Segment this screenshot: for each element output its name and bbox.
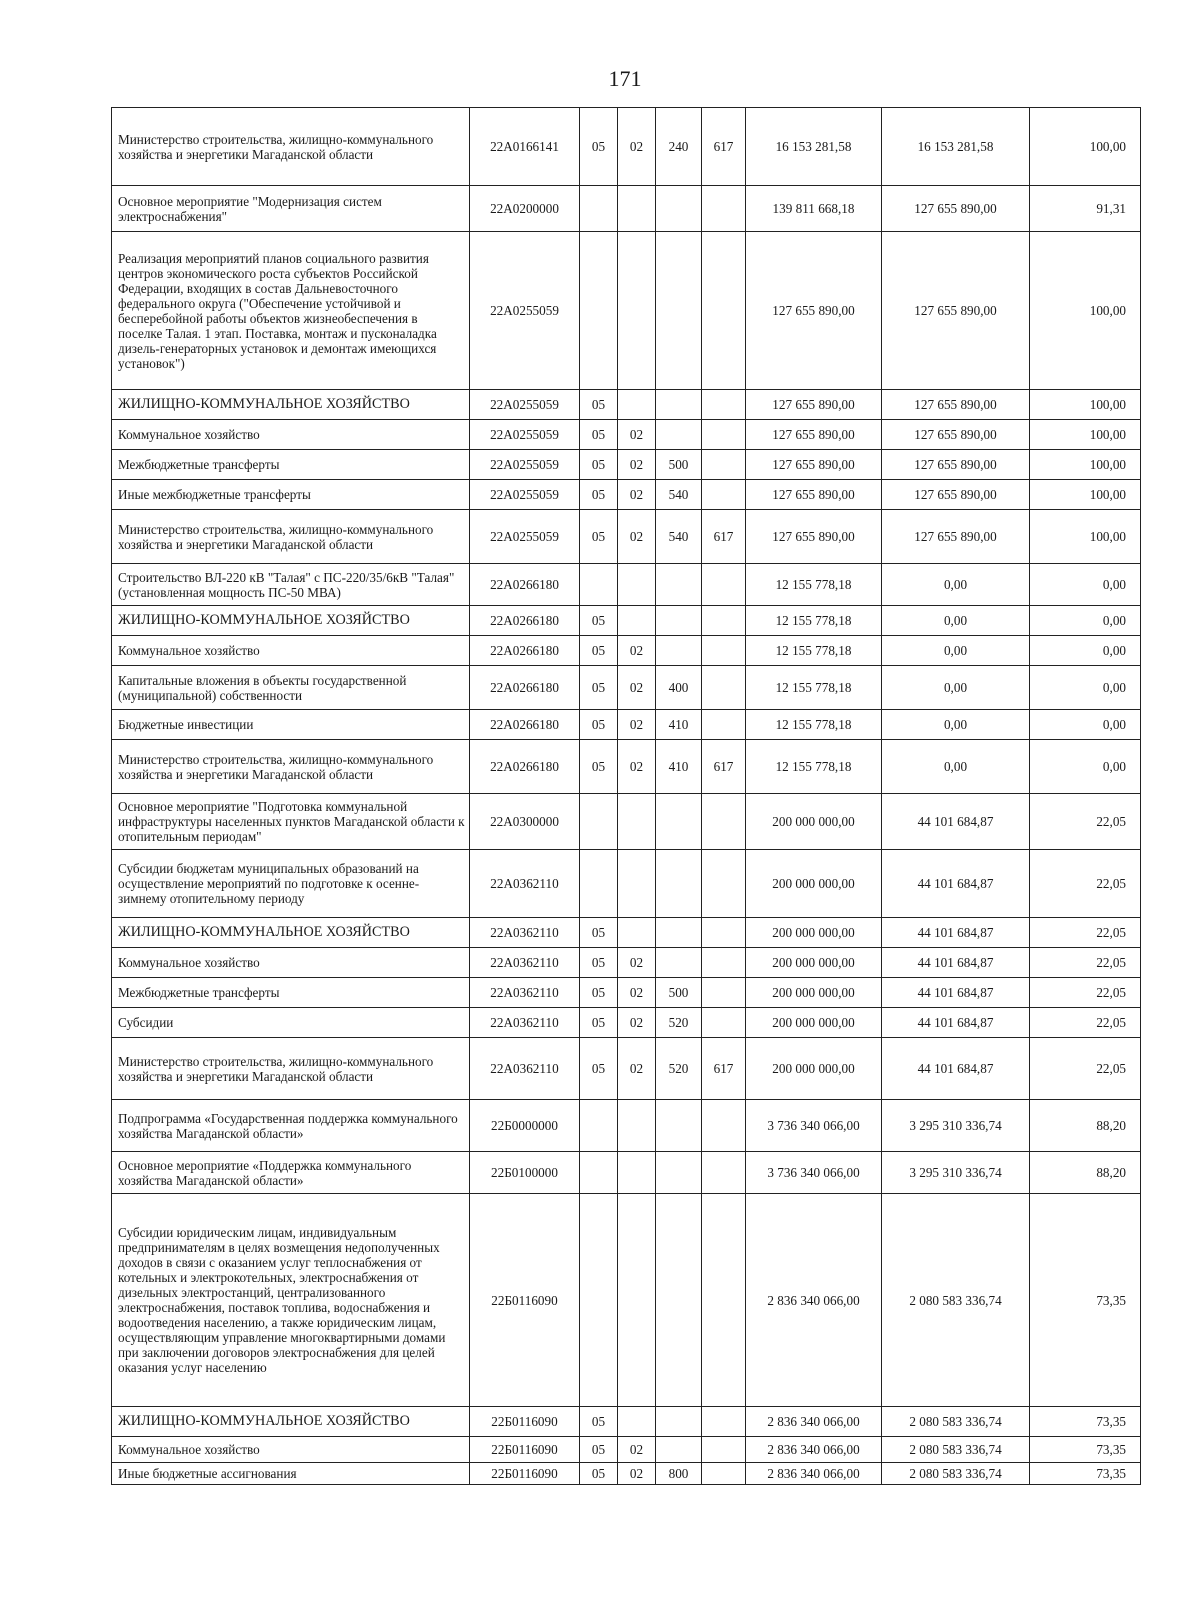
planned-amount-cell: 200 000 000,00 — [746, 978, 882, 1008]
section-cell: 05 — [580, 666, 618, 710]
row-name-cell: ЖИЛИЩНО-КОММУНАЛЬНОЕ ХОЗЯЙСТВО — [112, 1407, 470, 1437]
table-row — [112, 1437, 1141, 1463]
table-row — [112, 1038, 1141, 1100]
expense-type-cell — [656, 794, 702, 850]
subsection-cell: 02 — [618, 740, 656, 794]
executed-amount-cell: 44 101 684,87 — [882, 1038, 1030, 1100]
execution-percent-cell: 0,00 — [1030, 666, 1141, 710]
table-row — [112, 1407, 1141, 1437]
target-article-cell: 22Б0116090 — [470, 1437, 580, 1463]
execution-percent-cell: 91,31 — [1030, 186, 1141, 232]
executed-amount-cell: 44 101 684,87 — [882, 1008, 1030, 1038]
table-row — [112, 1008, 1141, 1038]
main-manager-cell — [702, 794, 746, 850]
execution-percent-cell: 0,00 — [1030, 740, 1141, 794]
planned-amount-cell: 3 736 340 066,00 — [746, 1152, 882, 1194]
subsection-cell: 02 — [618, 666, 656, 710]
section-cell: 05 — [580, 510, 618, 564]
planned-amount-cell: 16 153 281,58 — [746, 108, 882, 186]
target-article-cell: 22Б0116090 — [470, 1407, 580, 1437]
section-cell: 05 — [580, 450, 618, 480]
section-cell: 05 — [580, 480, 618, 510]
execution-percent-cell: 0,00 — [1030, 636, 1141, 666]
main-manager-cell: 617 — [702, 108, 746, 186]
main-manager-cell: 617 — [702, 510, 746, 564]
main-manager-cell — [702, 710, 746, 740]
main-manager-cell — [702, 232, 746, 390]
row-name-cell: Министерство строительства, жилищно-коммунального хозяйства и энергетики Магаданской области — [112, 108, 470, 186]
row-name-cell: ЖИЛИЩНО-КОММУНАЛЬНОЕ ХОЗЯЙСТВО — [112, 390, 470, 420]
subsection-cell — [618, 564, 656, 606]
subsection-cell — [618, 1100, 656, 1152]
execution-percent-cell: 100,00 — [1030, 390, 1141, 420]
row-name-cell: Субсидии юридическим лицам, индивидуальным предпринимателям в целях возмещения недополученных доходов в связи с оказанием услуг теплоснабжения от котельных и электрокотельных, электроснабжения от дизельных электростанций, централизованного электроснабжения, поставок топлива, водоснабжения и водоотведения населению, а также юридическим лицам, осуществляющим управление многоквартирными домами при заключении договоров электроснабжения для целей оказания услуг населению — [112, 1194, 470, 1407]
subsection-cell: 02 — [618, 510, 656, 564]
main-manager-cell — [702, 978, 746, 1008]
main-manager-cell — [702, 186, 746, 232]
subsection-cell: 02 — [618, 710, 656, 740]
planned-amount-cell: 2 836 340 066,00 — [746, 1407, 882, 1437]
subsection-cell: 02 — [618, 450, 656, 480]
row-name-cell: ЖИЛИЩНО-КОММУНАЛЬНОЕ ХОЗЯЙСТВО — [112, 606, 470, 636]
main-manager-cell: 617 — [702, 740, 746, 794]
execution-percent-cell: 73,35 — [1030, 1437, 1141, 1463]
executed-amount-cell: 127 655 890,00 — [882, 480, 1030, 510]
execution-percent-cell: 88,20 — [1030, 1100, 1141, 1152]
target-article-cell: 22А0266180 — [470, 564, 580, 606]
row-name-cell: Министерство строительства, жилищно-коммунального хозяйства и энергетики Магаданской области — [112, 740, 470, 794]
executed-amount-cell: 16 153 281,58 — [882, 108, 1030, 186]
subsection-cell: 02 — [618, 1008, 656, 1038]
table-row — [112, 564, 1141, 606]
execution-percent-cell: 22,05 — [1030, 794, 1141, 850]
row-name-cell: Коммунальное хозяйство — [112, 948, 470, 978]
main-manager-cell — [702, 1407, 746, 1437]
executed-amount-cell: 127 655 890,00 — [882, 450, 1030, 480]
main-manager-cell — [702, 1437, 746, 1463]
planned-amount-cell: 2 836 340 066,00 — [746, 1437, 882, 1463]
executed-amount-cell: 127 655 890,00 — [882, 232, 1030, 390]
executed-amount-cell: 127 655 890,00 — [882, 420, 1030, 450]
executed-amount-cell: 44 101 684,87 — [882, 850, 1030, 918]
budget-execution-table — [111, 107, 1141, 1485]
expense-type-cell — [656, 186, 702, 232]
target-article-cell: 22А0362110 — [470, 850, 580, 918]
target-article-cell: 22А0255059 — [470, 420, 580, 450]
executed-amount-cell: 44 101 684,87 — [882, 948, 1030, 978]
section-cell: 05 — [580, 1463, 618, 1485]
expense-type-cell — [656, 850, 702, 918]
row-name-cell: Основное мероприятие "Подготовка коммунальной инфраструктуры населенных пунктов Магаданской области к отопительным периодам" — [112, 794, 470, 850]
subsection-cell — [618, 232, 656, 390]
executed-amount-cell: 2 080 583 336,74 — [882, 1407, 1030, 1437]
section-cell — [580, 1152, 618, 1194]
expense-type-cell — [656, 948, 702, 978]
expense-type-cell: 500 — [656, 978, 702, 1008]
main-manager-cell — [702, 564, 746, 606]
executed-amount-cell: 44 101 684,87 — [882, 794, 1030, 850]
table-row — [112, 1152, 1141, 1194]
target-article-cell: 22А0266180 — [470, 740, 580, 794]
main-manager-cell — [702, 918, 746, 948]
planned-amount-cell: 2 836 340 066,00 — [746, 1194, 882, 1407]
target-article-cell: 22А0300000 — [470, 794, 580, 850]
table-row — [112, 450, 1141, 480]
expense-type-cell: 520 — [656, 1038, 702, 1100]
execution-percent-cell: 100,00 — [1030, 108, 1141, 186]
planned-amount-cell: 12 155 778,18 — [746, 636, 882, 666]
row-name-cell: Межбюджетные трансферты — [112, 978, 470, 1008]
subsection-cell: 02 — [618, 480, 656, 510]
subsection-cell: 02 — [618, 1038, 656, 1100]
section-cell — [580, 850, 618, 918]
planned-amount-cell: 200 000 000,00 — [746, 1038, 882, 1100]
execution-percent-cell: 73,35 — [1030, 1463, 1141, 1485]
expense-type-cell: 540 — [656, 510, 702, 564]
planned-amount-cell: 12 155 778,18 — [746, 564, 882, 606]
target-article-cell: 22А0362110 — [470, 918, 580, 948]
execution-percent-cell: 0,00 — [1030, 710, 1141, 740]
table-row — [112, 1194, 1141, 1407]
table-row — [112, 420, 1141, 450]
target-article-cell: 22Б0000000 — [470, 1100, 580, 1152]
expense-type-cell: 410 — [656, 710, 702, 740]
main-manager-cell: 617 — [702, 1038, 746, 1100]
section-cell: 05 — [580, 1038, 618, 1100]
row-name-cell: Межбюджетные трансферты — [112, 450, 470, 480]
expense-type-cell: 410 — [656, 740, 702, 794]
page-number: 171 — [608, 66, 642, 91]
subsection-cell: 02 — [618, 1463, 656, 1485]
expense-type-cell — [656, 420, 702, 450]
main-manager-cell — [702, 450, 746, 480]
target-article-cell: 22А0362110 — [470, 948, 580, 978]
row-name-cell: Строительство ВЛ-220 кВ "Талая" с ПС-220/35/6кВ "Талая" (установленная мощность ПС-50 МВА) — [112, 564, 470, 606]
expense-type-cell: 520 — [656, 1008, 702, 1038]
subsection-cell: 02 — [618, 978, 656, 1008]
planned-amount-cell: 127 655 890,00 — [746, 450, 882, 480]
expense-type-cell — [656, 606, 702, 636]
section-cell: 05 — [580, 390, 618, 420]
section-cell — [580, 186, 618, 232]
expense-type-cell — [656, 1437, 702, 1463]
main-manager-cell — [702, 480, 746, 510]
target-article-cell: 22А0266180 — [470, 710, 580, 740]
row-name-cell: Субсидии бюджетам муниципальных образований на осуществление мероприятий по подготовке к осенне-зимнему отопительному периоду — [112, 850, 470, 918]
target-article-cell: 22А0255059 — [470, 510, 580, 564]
main-manager-cell — [702, 666, 746, 710]
executed-amount-cell: 3 295 310 336,74 — [882, 1100, 1030, 1152]
expense-type-cell — [656, 390, 702, 420]
planned-amount-cell: 127 655 890,00 — [746, 480, 882, 510]
row-name-cell: Капитальные вложения в объекты государственной (муниципальной) собственности — [112, 666, 470, 710]
target-article-cell: 22А0266180 — [470, 636, 580, 666]
table-row — [112, 1463, 1141, 1485]
table-row — [112, 108, 1141, 186]
subsection-cell — [618, 606, 656, 636]
planned-amount-cell: 12 155 778,18 — [746, 740, 882, 794]
execution-percent-cell: 100,00 — [1030, 232, 1141, 390]
table-row — [112, 850, 1141, 918]
execution-percent-cell: 22,05 — [1030, 1008, 1141, 1038]
execution-percent-cell: 22,05 — [1030, 850, 1141, 918]
table-row — [112, 918, 1141, 948]
subsection-cell: 02 — [618, 1437, 656, 1463]
expense-type-cell — [656, 918, 702, 948]
row-name-cell: Иные межбюджетные трансферты — [112, 480, 470, 510]
row-name-cell: Субсидии — [112, 1008, 470, 1038]
subsection-cell — [618, 794, 656, 850]
row-name-cell: Иные бюджетные ассигнования — [112, 1463, 470, 1485]
subsection-cell — [618, 1407, 656, 1437]
execution-percent-cell: 22,05 — [1030, 948, 1141, 978]
subsection-cell: 02 — [618, 108, 656, 186]
table-row — [112, 636, 1141, 666]
table-row — [112, 794, 1141, 850]
table-row — [112, 948, 1141, 978]
section-cell: 05 — [580, 108, 618, 186]
main-manager-cell — [702, 1152, 746, 1194]
table-row — [112, 740, 1141, 794]
executed-amount-cell: 127 655 890,00 — [882, 390, 1030, 420]
subsection-cell — [618, 186, 656, 232]
planned-amount-cell: 12 155 778,18 — [746, 710, 882, 740]
row-name-cell: Коммунальное хозяйство — [112, 1437, 470, 1463]
section-cell: 05 — [580, 710, 618, 740]
row-name-cell: Бюджетные инвестиции — [112, 710, 470, 740]
section-cell — [580, 564, 618, 606]
row-name-cell: Основное мероприятие «Поддержка коммунального хозяйства Магаданской области» — [112, 1152, 470, 1194]
planned-amount-cell: 200 000 000,00 — [746, 850, 882, 918]
expense-type-cell: 540 — [656, 480, 702, 510]
section-cell — [580, 1100, 618, 1152]
expense-type-cell — [656, 564, 702, 606]
target-article-cell: 22А0255059 — [470, 232, 580, 390]
target-article-cell: 22А0255059 — [470, 480, 580, 510]
main-manager-cell — [702, 1008, 746, 1038]
planned-amount-cell: 3 736 340 066,00 — [746, 1100, 882, 1152]
planned-amount-cell: 200 000 000,00 — [746, 794, 882, 850]
expense-type-cell: 400 — [656, 666, 702, 710]
table-row — [112, 510, 1141, 564]
execution-percent-cell: 100,00 — [1030, 480, 1141, 510]
executed-amount-cell: 0,00 — [882, 740, 1030, 794]
executed-amount-cell: 0,00 — [882, 636, 1030, 666]
table-row — [112, 1100, 1141, 1152]
executed-amount-cell: 3 295 310 336,74 — [882, 1152, 1030, 1194]
main-manager-cell — [702, 1100, 746, 1152]
main-manager-cell — [702, 636, 746, 666]
table-row — [112, 978, 1141, 1008]
section-cell: 05 — [580, 1437, 618, 1463]
execution-percent-cell: 100,00 — [1030, 420, 1141, 450]
main-manager-cell — [702, 420, 746, 450]
section-cell: 05 — [580, 948, 618, 978]
table-row — [112, 232, 1141, 390]
subsection-cell — [618, 850, 656, 918]
target-article-cell: 22А0255059 — [470, 450, 580, 480]
row-name-cell: Министерство строительства, жилищно-коммунального хозяйства и энергетики Магаданской области — [112, 510, 470, 564]
row-name-cell: Коммунальное хозяйство — [112, 636, 470, 666]
target-article-cell: 22Б0116090 — [470, 1463, 580, 1485]
planned-amount-cell: 127 655 890,00 — [746, 390, 882, 420]
section-cell — [580, 794, 618, 850]
table-row — [112, 710, 1141, 740]
main-manager-cell — [702, 1194, 746, 1407]
target-article-cell: 22А0362110 — [470, 1008, 580, 1038]
section-cell: 05 — [580, 420, 618, 450]
section-cell: 05 — [580, 740, 618, 794]
execution-percent-cell: 0,00 — [1030, 606, 1141, 636]
planned-amount-cell: 2 836 340 066,00 — [746, 1463, 882, 1485]
row-name-cell: Министерство строительства, жилищно-коммунального хозяйства и энергетики Магаданской области — [112, 1038, 470, 1100]
row-name-cell: ЖИЛИЩНО-КОММУНАЛЬНОЕ ХОЗЯЙСТВО — [112, 918, 470, 948]
subsection-cell — [618, 390, 656, 420]
table-row — [112, 186, 1141, 232]
subsection-cell — [618, 1152, 656, 1194]
planned-amount-cell: 127 655 890,00 — [746, 232, 882, 390]
target-article-cell: 22А0255059 — [470, 390, 580, 420]
expense-type-cell — [656, 1100, 702, 1152]
planned-amount-cell: 200 000 000,00 — [746, 948, 882, 978]
executed-amount-cell: 0,00 — [882, 606, 1030, 636]
target-article-cell: 22А0362110 — [470, 1038, 580, 1100]
execution-percent-cell: 100,00 — [1030, 450, 1141, 480]
table-body — [112, 108, 1141, 1485]
section-cell: 05 — [580, 1407, 618, 1437]
target-article-cell: 22А0200000 — [470, 186, 580, 232]
executed-amount-cell: 127 655 890,00 — [882, 186, 1030, 232]
execution-percent-cell: 22,05 — [1030, 918, 1141, 948]
subsection-cell: 02 — [618, 948, 656, 978]
subsection-cell: 02 — [618, 420, 656, 450]
executed-amount-cell: 44 101 684,87 — [882, 918, 1030, 948]
executed-amount-cell: 2 080 583 336,74 — [882, 1437, 1030, 1463]
execution-percent-cell: 73,35 — [1030, 1407, 1141, 1437]
expense-type-cell — [656, 232, 702, 390]
main-manager-cell — [702, 948, 746, 978]
table-row — [112, 390, 1141, 420]
executed-amount-cell: 2 080 583 336,74 — [882, 1463, 1030, 1485]
expense-type-cell: 500 — [656, 450, 702, 480]
section-cell: 05 — [580, 918, 618, 948]
table-row — [112, 480, 1141, 510]
row-name-cell: Коммунальное хозяйство — [112, 420, 470, 450]
executed-amount-cell: 0,00 — [882, 666, 1030, 710]
section-cell: 05 — [580, 636, 618, 666]
subsection-cell — [618, 1194, 656, 1407]
target-article-cell: 22А0166141 — [470, 108, 580, 186]
main-manager-cell — [702, 390, 746, 420]
planned-amount-cell: 127 655 890,00 — [746, 420, 882, 450]
planned-amount-cell: 139 811 668,18 — [746, 186, 882, 232]
main-manager-cell — [702, 606, 746, 636]
execution-percent-cell: 73,35 — [1030, 1194, 1141, 1407]
execution-percent-cell: 22,05 — [1030, 1038, 1141, 1100]
planned-amount-cell: 200 000 000,00 — [746, 1008, 882, 1038]
expense-type-cell — [656, 1152, 702, 1194]
row-name-cell: Подпрограмма «Государственная поддержка коммунального хозяйства Магаданской области» — [112, 1100, 470, 1152]
planned-amount-cell: 127 655 890,00 — [746, 510, 882, 564]
expense-type-cell — [656, 1407, 702, 1437]
row-name-cell: Реализация мероприятий планов социального развития центров экономического роста субъектов Российской Федерации, входящих в состав Дальневосточного федерального округа ("Обеспечение устойчивой и бесперебойной работы объектов жизнеобеспечения в поселке Талая. 1 этап. Поставка, монтаж и пусконаладка дизель-генераторных установок и демонтаж имеющихся установок") — [112, 232, 470, 390]
section-cell: 05 — [580, 606, 618, 636]
table-row — [112, 606, 1141, 636]
subsection-cell: 02 — [618, 636, 656, 666]
target-article-cell: 22Б0116090 — [470, 1194, 580, 1407]
row-name-cell: Основное мероприятие "Модернизация систем электроснабжения" — [112, 186, 470, 232]
target-article-cell: 22А0266180 — [470, 666, 580, 710]
main-manager-cell — [702, 1463, 746, 1485]
planned-amount-cell: 200 000 000,00 — [746, 918, 882, 948]
section-cell: 05 — [580, 1008, 618, 1038]
expense-type-cell: 240 — [656, 108, 702, 186]
expense-type-cell — [656, 1194, 702, 1407]
target-article-cell: 22А0266180 — [470, 606, 580, 636]
executed-amount-cell: 127 655 890,00 — [882, 510, 1030, 564]
planned-amount-cell: 12 155 778,18 — [746, 666, 882, 710]
expense-type-cell: 800 — [656, 1463, 702, 1485]
main-manager-cell — [702, 850, 746, 918]
execution-percent-cell: 0,00 — [1030, 564, 1141, 606]
section-cell — [580, 232, 618, 390]
target-article-cell: 22Б0100000 — [470, 1152, 580, 1194]
execution-percent-cell: 88,20 — [1030, 1152, 1141, 1194]
executed-amount-cell: 2 080 583 336,74 — [882, 1194, 1030, 1407]
table-row — [112, 666, 1141, 710]
target-article-cell: 22А0362110 — [470, 978, 580, 1008]
executed-amount-cell: 0,00 — [882, 710, 1030, 740]
execution-percent-cell: 22,05 — [1030, 978, 1141, 1008]
execution-percent-cell: 100,00 — [1030, 510, 1141, 564]
executed-amount-cell: 44 101 684,87 — [882, 978, 1030, 1008]
subsection-cell — [618, 918, 656, 948]
expense-type-cell — [656, 636, 702, 666]
planned-amount-cell: 12 155 778,18 — [746, 606, 882, 636]
section-cell — [580, 1194, 618, 1407]
section-cell: 05 — [580, 978, 618, 1008]
executed-amount-cell: 0,00 — [882, 564, 1030, 606]
